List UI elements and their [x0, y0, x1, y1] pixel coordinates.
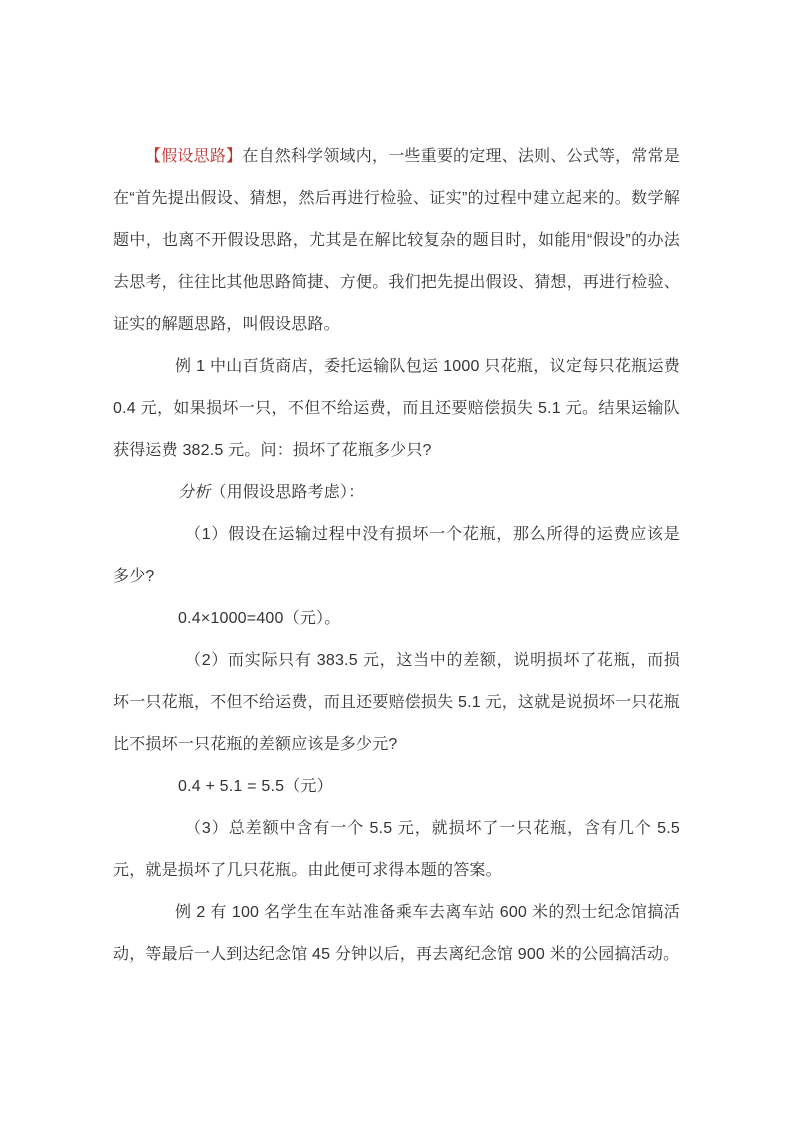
- paragraph-analysis: [113, 472, 680, 514]
- example-1-text: 例 1 中山百货商店，委托运输队包运 1000 只花瓶，议定每只花瓶运费 0.4 元，如果损坏一只，不但不给运费，而且还要赔偿损失 5.1 元。结果运输队获得运费 382.5 元。问：损坏了花瓶多少只?: [113, 358, 680, 459]
- paragraph-step-2: [113, 640, 680, 766]
- paragraph-example-2: [113, 892, 680, 976]
- paragraph-step-1: [113, 514, 680, 598]
- analysis-text: （用假设思路考虑）：: [210, 484, 365, 501]
- document-body: [113, 136, 680, 976]
- example-2-text: 例 2 有 100 名学生在车站准备乘车去离车站 600 米的烈士纪念馆搞活动，等最后一人到达纪念馆 45 分钟以后，再去离纪念馆 900 米的公园搞活动。: [113, 904, 680, 963]
- paragraph-formula-2: [113, 766, 680, 808]
- intro-text: 在自然科学领域内，一些重要的定理、法则、公式等，常常是在“首先提出假设、猜想，然后再进行检验、证实”的过程中建立起来的。数学解题中，也离不开假设思路，尤其是在解比较复杂的题目时，如能用“假设”的办法去思考，往往比其他思路简捷、方便。我们把先提出假设、猜想，再进行检验、证实的解题思路，叫假设思路。: [113, 148, 681, 333]
- paragraph-formula-1: [113, 598, 680, 640]
- analysis-label: 分析: [178, 484, 211, 501]
- step-1-text: （1）假设在运输过程中没有损坏一个花瓶，那么所得的运费应该是多少?: [113, 526, 680, 585]
- step-2-text: （2）而实际只有 383.5 元，这当中的差额，说明损坏了花瓶，而损坏一只花瓶，不但不给运费，而且还要赔偿损失 5.1 元，这就是说损坏一只花瓶比不损坏一只花瓶的差额应该是多少元?: [113, 652, 680, 753]
- paragraph-intro: [113, 136, 680, 346]
- topic-tag: 【假设思路】: [145, 148, 243, 165]
- step-3-text: （3）总差额中含有一个 5.5 元，就损坏了一只花瓶，含有几个 5.5 元，就是损坏了几只花瓶。由此便可求得本题的答案。: [113, 820, 680, 879]
- formula-1-text: 0.4×1000=400（元）。: [178, 610, 341, 627]
- paragraph-example-1: [113, 346, 680, 472]
- paragraph-step-3: [113, 808, 680, 892]
- formula-2-text: 0.4 + 5.1 = 5.5（元）: [178, 778, 333, 795]
